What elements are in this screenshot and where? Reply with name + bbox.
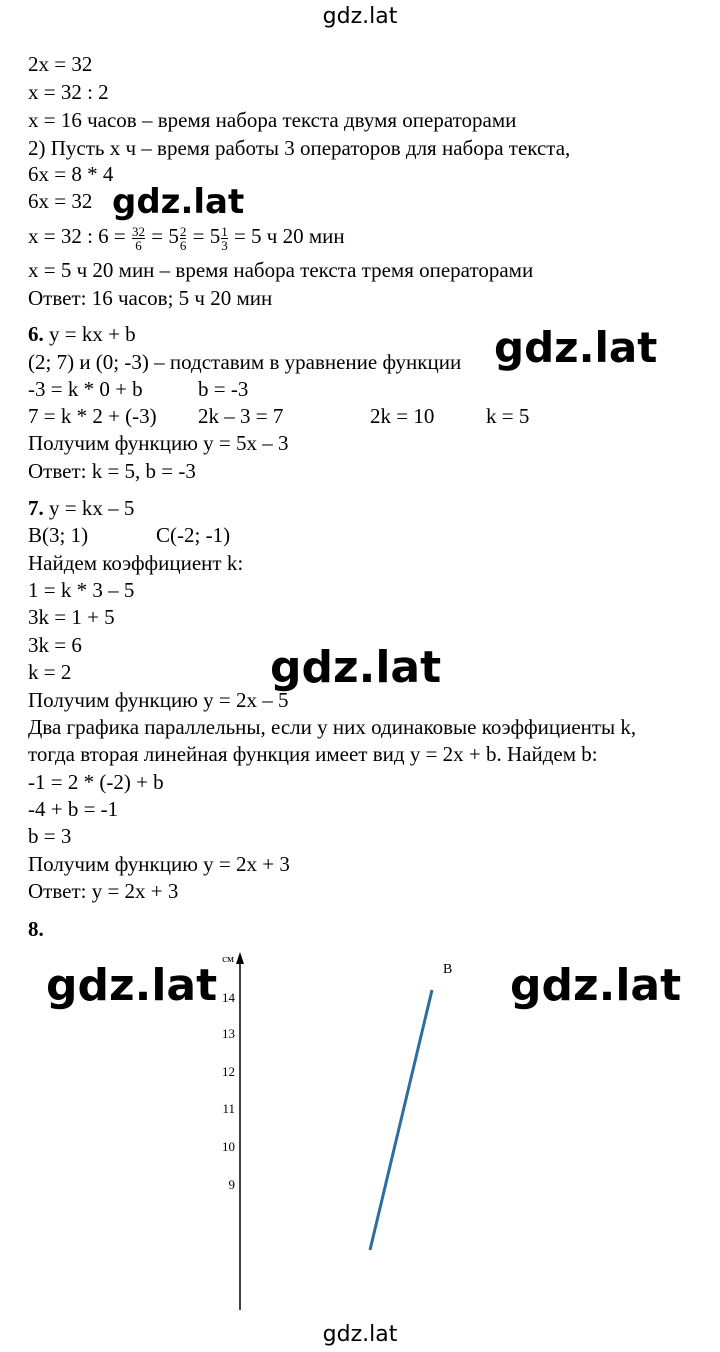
watermark: gdz.lat — [112, 182, 245, 222]
text-part: y = kx + b — [49, 322, 136, 346]
watermark: gdz.lat — [270, 642, 442, 693]
fraction — [180, 225, 187, 252]
denominator: 3 — [221, 237, 228, 253]
text-line: 2) Пусть x ч – время работы 3 операторов для набора текста, — [28, 136, 571, 160]
text-line: k = 2 — [28, 660, 72, 684]
numerator: 32 — [132, 223, 146, 239]
text-line: k = 5 — [486, 404, 530, 428]
text-line: B(3; 1) — [28, 523, 89, 547]
y-tick-label: 10 — [222, 1139, 235, 1154]
y-tick-label: 9 — [228, 1177, 235, 1192]
text-line: 3k = 6 — [28, 633, 82, 657]
text-line: 1 = k * 3 – 5 — [28, 578, 135, 602]
fraction-line — [28, 218, 345, 254]
text-line: тогда вторая линейная функция имеет вид y = 2x + b. Найдем b: — [28, 742, 598, 766]
task-number: 7. — [28, 496, 44, 520]
text-line: 7 = k * 2 + (-3) — [28, 404, 157, 428]
y-tick-label: 13 — [222, 1026, 235, 1041]
text-part: = 5 — [192, 224, 221, 248]
text-part: x = 32 : 6 = — [28, 224, 126, 248]
text-line: -1 = 2 * (-2) + b — [28, 770, 164, 794]
text-line: b = 3 — [28, 824, 72, 848]
task-number: 6. — [28, 322, 44, 346]
y-axis-arrow-icon — [236, 952, 244, 964]
denominator: 6 — [132, 238, 145, 252]
text-line: Получим функцию y = 2x + 3 — [28, 852, 290, 876]
y-tick-label: 14 — [222, 990, 235, 1005]
point-label: B — [443, 962, 453, 977]
text-line: Ответ: 16 часов; 5 ч 20 мин — [28, 286, 273, 310]
text-line: 2k = 10 — [370, 404, 435, 428]
text-line: Ответ: y = 2x + 3 — [28, 879, 179, 903]
text-line: Найдем коэффициент k: — [28, 551, 244, 575]
text-line: Ответ: k = 5, b = -3 — [28, 459, 196, 483]
text-line: x = 5 ч 20 мин – время набора текста тремя операторами — [28, 258, 534, 282]
text-line: Получим функцию y = 2x – 5 — [28, 688, 289, 712]
text-line: 2x = 32 — [28, 52, 93, 76]
text-line: 2k – 3 = 7 — [198, 404, 284, 428]
text-line: C(-2; -1) — [156, 523, 231, 547]
graph-line — [370, 990, 432, 1250]
watermark: gdz.lat — [510, 960, 682, 1011]
text-part: y = kx – 5 — [49, 496, 135, 520]
y-tick-label: 11 — [222, 1101, 235, 1116]
text-line: 6x = 32 — [28, 189, 93, 213]
denominator: 6 — [179, 237, 187, 253]
text-line: Два графика параллельны, если у них одинаковые коэффициенты k, — [28, 715, 637, 739]
text-line: 6x = 8 * 4 — [28, 162, 114, 186]
numerator: 2 — [179, 223, 187, 239]
axis-unit-label: см — [222, 953, 234, 965]
text-part: = 5 — [151, 224, 179, 248]
numerator: 1 — [221, 223, 228, 239]
text-line: b = -3 — [198, 377, 249, 401]
text-line: -3 = k * 0 + b — [28, 377, 143, 401]
watermark: gdz.lat — [46, 960, 218, 1011]
fraction — [132, 225, 145, 252]
watermark: gdz.lat — [494, 323, 658, 372]
y-tick-label: 12 — [222, 1064, 235, 1079]
text-line: x = 32 : 2 — [28, 80, 109, 104]
text-line: Получим функцию y = 5x – 3 — [28, 431, 289, 455]
text-line: x = 16 часов – время набора текста двумя операторами — [28, 108, 517, 132]
site-footer: gdz.lat — [322, 1322, 398, 1347]
text-part: = 5 ч 20 мин — [233, 224, 345, 248]
task-7-header — [28, 496, 134, 520]
task-number: 8. — [28, 917, 44, 941]
site-header: gdz.lat — [322, 4, 398, 29]
task-6-header — [28, 322, 136, 346]
text-line: (2; 7) и (0; -3) – подставим в уравнение функции — [28, 350, 462, 374]
text-line: -4 + b = -1 — [28, 797, 119, 821]
text-line: 3k = 1 + 5 — [28, 605, 115, 629]
fraction — [221, 225, 228, 252]
